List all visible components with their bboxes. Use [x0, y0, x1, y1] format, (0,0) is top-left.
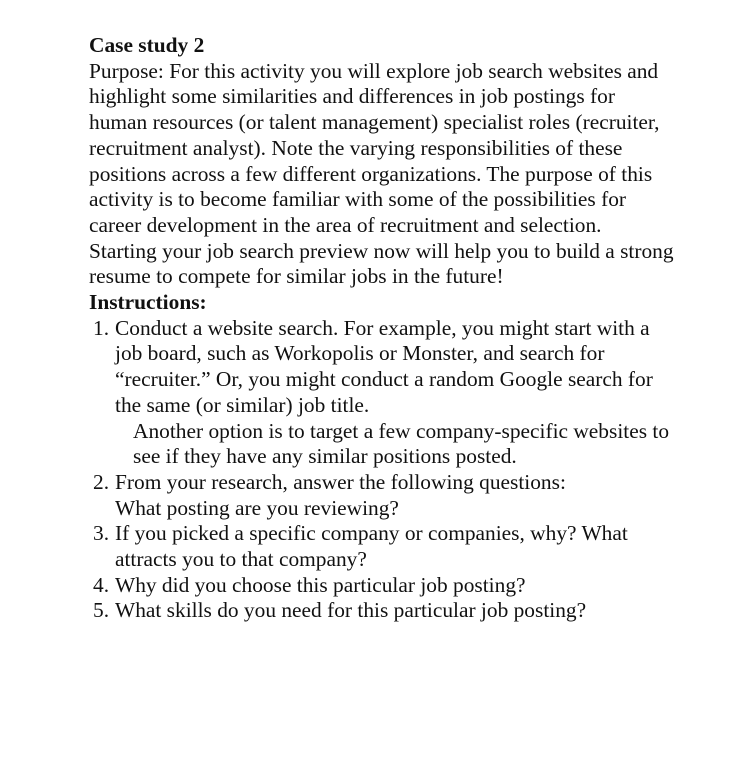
- instructions-list: [89, 316, 674, 624]
- list-item-number: 5.: [93, 598, 110, 623]
- list-item: [89, 316, 674, 470]
- list-item-subtext: Another option is to target a few company-specific websites to see if they have any similar positions posted.: [133, 418, 670, 469]
- list-item: [89, 521, 674, 572]
- list-item-number: 1.: [93, 315, 110, 340]
- document-title: Case study 2: [89, 33, 205, 57]
- instructions-heading: Instructions:: [89, 290, 207, 315]
- list-item-text: Why did you choose this particular job posting?: [115, 572, 526, 597]
- document-page: [89, 33, 674, 624]
- list-item-text: Conduct a website search. For example, you might start with a job board, such as Workopolis or Monster, and search for “recruiter.” Or, you might conduct a random Google search for the same (or similar) job title.: [115, 315, 653, 417]
- list-item-number: 3.: [93, 521, 110, 546]
- list-item: [89, 470, 674, 521]
- list-item: [89, 573, 674, 599]
- purpose-paragraph: Purpose: For this activity you will explore job search websites and highlight some similarities and differences in job postings for human resources (or talent management) specialist roles (recruiter, recruitment analyst). Note the varying responsibilities of these positions across a few different organizations. The purpose of this activity is to become familiar with some of the possibilities for career development in the area of recruitment and selection. Starting your job search preview now will help you to build a strong resume to compete for similar jobs in the future!: [89, 58, 674, 289]
- list-item-text: If you picked a specific company or companies, why? What attracts you to that company?: [115, 521, 628, 572]
- list-item-number: 4.: [93, 572, 110, 597]
- list-item-text: From your research, answer the following questions:: [115, 469, 566, 494]
- list-item-subtext: What posting are you reviewing?: [115, 495, 399, 520]
- list-item: [89, 598, 674, 624]
- list-item-number: 2.: [93, 469, 110, 494]
- list-item-text: What skills do you need for this particular job posting?: [115, 598, 587, 623]
